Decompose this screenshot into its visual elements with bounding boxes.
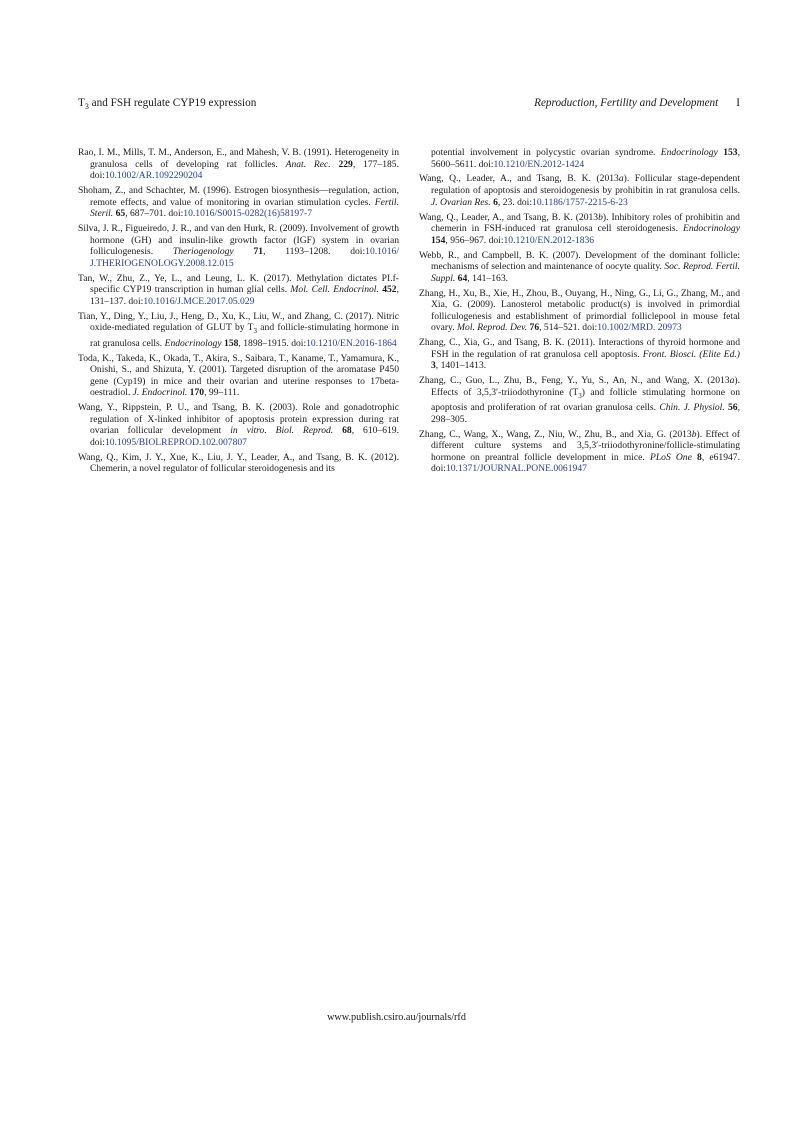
ref-volume: 153 xyxy=(723,147,738,158)
reference-wang-2013b xyxy=(419,212,740,247)
ref-text-cont: ). Effect of different culture systems and 3,5,3′-triiodothyronine/follicle-stimulating hormone on preantral follicle development in mice. xyxy=(431,428,741,463)
ref-text-cont2: ) and follicle stimulating hormone on apoptosis and proliferation of rat ovarian granulosa cells. xyxy=(431,386,740,414)
ref-volume: 56 xyxy=(728,402,738,414)
ref-volume: 6 xyxy=(493,196,498,208)
ref-text: Silva, J. R., Figueiredo, J. R., and van den Hurk, R. (2009). Involvement of growth hormone (GH) and insulin-like growth factor (IGF) system in ovarian folliculogenesis. xyxy=(78,223,399,258)
reference-zhang-2013b xyxy=(419,429,740,475)
ref-year-suffix: b xyxy=(691,428,697,440)
ref-pages: , 956–967. doi: xyxy=(445,234,504,246)
ref-journal: Endocrinology xyxy=(660,147,718,158)
ref-subscript: 3 xyxy=(578,391,582,400)
reference-rao-1991 xyxy=(78,147,399,182)
ref-journal: Chin. J. Physiol. xyxy=(659,402,725,414)
ref-pages: , 1898–1915. doi: xyxy=(238,337,307,349)
ref-text: Webb, R., and Campbell, B. K. (2007). Development of the dominant follicle: mechanisms of selection and maintenance of oocyte quality. xyxy=(419,249,740,273)
ref-subscript: 3 xyxy=(253,327,258,336)
ref-pages: , 298–305. xyxy=(431,402,740,425)
ref-pages: , 131–137. doi: xyxy=(90,284,399,307)
doi-link[interactable]: 10.1095/BIOLREPROD.102.007807 xyxy=(104,436,247,448)
ref-year-suffix: a xyxy=(729,375,735,387)
reference-wang-2012-start xyxy=(78,452,399,475)
ref-journal: Endocrinology xyxy=(682,223,740,235)
footer-url[interactable]: www.publish.csiro.au/journals/rfd xyxy=(327,1012,466,1023)
ref-pages: , 514–521. doi: xyxy=(539,322,598,334)
reference-zhang-2011 xyxy=(419,337,740,372)
ref-journal: PLoS One xyxy=(649,451,692,463)
running-title xyxy=(78,97,256,111)
doi-link[interactable]: 10.1016/ J.THERIOGENOLOGY.2008.12.015 xyxy=(90,246,399,269)
ref-volume: 170 xyxy=(189,387,205,399)
reference-zhang-2009 xyxy=(419,288,740,334)
ref-pages: , 1401–1413. xyxy=(435,360,487,372)
ref-pages: , 23. doi: xyxy=(497,196,533,208)
ref-journal: Front. Biosci. (Elite Ed.) xyxy=(642,348,740,360)
ref-volume: 229 xyxy=(338,158,353,170)
ref-journal: Endocrinology xyxy=(164,337,222,349)
ref-text: Wang, Q., Leader, A., and Tsang, B. K. (2013 xyxy=(419,211,599,223)
ref-journal: Theriogenology xyxy=(172,246,234,258)
doi-link[interactable]: 10.1210/EN.2016-1864 xyxy=(306,337,397,349)
running-title-post: and FSH regulate CYP19 expression xyxy=(88,97,257,109)
ref-text-cont: ). Follicular stage-dependent regulation of apoptosis and steroidogenesis by prohibitin in rat granulosa cells. xyxy=(431,173,740,197)
doi-link[interactable]: 10.1186/1757-2215-6-23 xyxy=(532,196,628,208)
page-number: I xyxy=(736,97,740,109)
ref-text: Wang, Y., Rippstein, P. U., and Tsang, B. K. (2003). Role and gonadotrophic regulation of X-linked inhibitor of apoptosis protein expression during rat ovarian follicular development xyxy=(78,402,399,437)
ref-text: Tan, W., Zhu, Z., Ye, L., and Leung, L. K. (2017). Methylation dictates PI.f-specific CYP19 transcription in human glial cells. xyxy=(78,272,399,296)
running-title-subscript: 3 xyxy=(84,102,89,112)
ref-journal: Anat. Rec. xyxy=(285,158,331,170)
ref-pages: , 1193–1208. doi: xyxy=(263,246,366,258)
ref-volume: 154 xyxy=(431,234,446,246)
ref-text-cont: and follicle-stimulating hormone in rat granulosa cells. xyxy=(90,322,399,349)
doi-link[interactable]: 10.1016/S0015-0282(16)58197-7 xyxy=(183,208,313,220)
ref-volume: 64 xyxy=(457,272,468,284)
ref-pages: , 610–619. doi: xyxy=(90,425,399,448)
ref-text: Zhang, C., Xia, G., and Tsang, B. K. (2011). Interactions of thyroid hormone and FSH in the regulation of rat granulosa cell apoptosis. xyxy=(419,337,740,360)
ref-journal: Soc. Reprod. Fertil. Suppl. xyxy=(431,261,740,284)
ref-year-suffix: b xyxy=(598,211,603,223)
ref-text: Zhang, H., Xu, B., Xie, H., Zhou, B., Ouyang, H., Ning, G., Li, G., Zhang, M., and Xia, G. (2009). Lanosterol metabolic product(s) is involved in primordial folliculogenesis and establishment of primordial folliclepool in mouse fetal ovary. xyxy=(419,287,740,334)
references-left-column xyxy=(78,147,399,478)
reference-zhang-2013a xyxy=(419,375,740,425)
ref-journal: Fertil. Steril. xyxy=(90,196,399,220)
ref-text-cont: ). Inhibitory roles of prohibitin and chemerin in FSH-induced rat granulosa cell steroidogenesis. xyxy=(431,211,740,235)
doi-link[interactable]: 10.1002/MRD. 20973 xyxy=(597,322,682,334)
ref-journal: Mol. Cell. Endocrinol. xyxy=(290,284,379,296)
ref-text: Shoham, Z., and Schachter, M. (1996). Estrogen biosynthesis—regulation, action, remote effects, and value of monitoring in ovarian stimulation cycles. xyxy=(78,185,399,208)
ref-volume: 71 xyxy=(253,246,264,258)
reference-tian-2017 xyxy=(78,311,399,350)
ref-text-cont: ). Effects of 3,5,3′-triiodothyronine (T xyxy=(431,375,740,398)
ref-journal: J. Ovarian Res. xyxy=(431,196,491,208)
reference-silva-2009 xyxy=(78,223,399,269)
reference-toda-2001 xyxy=(78,353,399,399)
reference-webb-2007 xyxy=(419,250,740,285)
ref-text: Tian, Y., Ding, Y., Liu, J., Heng, D., Xu, K., Liu, W., and Zhang, C. (2017). Nitric oxide-mediated regulation of GLUT by T xyxy=(78,310,399,334)
ref-text: Toda, K., Takeda, K., Okada, T., Akira, S., Saibara, T., Kaname, T., Yamamura, K., Onishi, S., and Shizuta, Y. (2001). Targeted disruption of the aromatase P450 gene (Cyp19) in mice and their ovarian and uterine responses to 17beta-oestradiol. xyxy=(78,352,399,399)
ref-volume: 76 xyxy=(529,322,540,334)
running-title-pre: T xyxy=(78,97,85,109)
ref-text: Wang, Q., Kim, J. Y., Xue, K., Liu, J. Y., Leader, A., and Tsang, B. K. (2012). Chemerin, a novel regulator of follicular steroidogenesis and its xyxy=(78,451,399,475)
ref-text: Zhang, C., Guo, L., Zhu, B., Feng, Y., Yu, S., An, N., and Wang, X. (2013 xyxy=(419,375,730,387)
ref-volume: 452 xyxy=(382,284,397,296)
ref-pages: , 5600–5611. doi: xyxy=(431,147,740,170)
journal-title xyxy=(534,97,740,109)
ref-volume: 68 xyxy=(342,425,352,437)
journal-name: Reproduction, Fertility and Development xyxy=(534,97,719,109)
ref-journal: J. Endocrinol. xyxy=(132,387,188,399)
reference-tan-2017 xyxy=(78,273,399,308)
ref-volume: 8 xyxy=(697,451,702,463)
ref-text: Rao, I. M., Mills, T. M., Anderson, E., and Mahesh, V. B. (1991). Heterogeneity in granulosa cells of developing rat follicles. xyxy=(78,147,399,170)
doi-link[interactable]: 10.1210/EN.2012-1836 xyxy=(503,234,595,246)
ref-volume: 3 xyxy=(431,360,436,372)
ref-pages: , e61947. doi: xyxy=(431,451,740,475)
ref-pages: , 141–163. xyxy=(467,272,509,284)
ref-text: Wang, Q., Leader, A., and Tsang, B. K. (2013 xyxy=(419,173,619,185)
doi-link[interactable]: 10.1210/EN.2012-1424 xyxy=(493,158,585,170)
ref-volume: 65 xyxy=(115,208,126,220)
running-header xyxy=(78,97,740,113)
ref-text: potential involvement in polycystic ovarian syndrome. xyxy=(431,147,661,158)
ref-pages: , 177–185. doi: xyxy=(90,158,399,182)
reference-wang-2012-continued xyxy=(419,147,740,170)
doi-link[interactable]: 10.1016/J.MCE.2017.05.029 xyxy=(143,295,255,307)
ref-volume: 158 xyxy=(224,337,239,349)
ref-journal: in vitro. Biol. Reprod. xyxy=(230,425,334,437)
reference-shoham-1996 xyxy=(78,185,399,220)
ref-pages: , 99–111. xyxy=(204,387,240,399)
ref-journal: Mol. Reprod. Dev. xyxy=(457,322,528,334)
ref-year-suffix: a xyxy=(618,173,624,185)
reference-wang-2013a xyxy=(419,173,740,208)
ref-pages: , 687–701. doi: xyxy=(125,208,184,220)
doi-link[interactable]: 10.1371/JOURNAL.PONE.0061947 xyxy=(445,463,587,475)
ref-text: Zhang, C., Wang, X., Wang, Z., Niu, W., Zhu, B., and Xia, G. (2013 xyxy=(419,428,692,440)
references-right-column xyxy=(419,147,740,478)
reference-wang-2003 xyxy=(78,402,399,448)
doi-link[interactable]: 10.1002/AR.1092290204 xyxy=(104,170,203,182)
